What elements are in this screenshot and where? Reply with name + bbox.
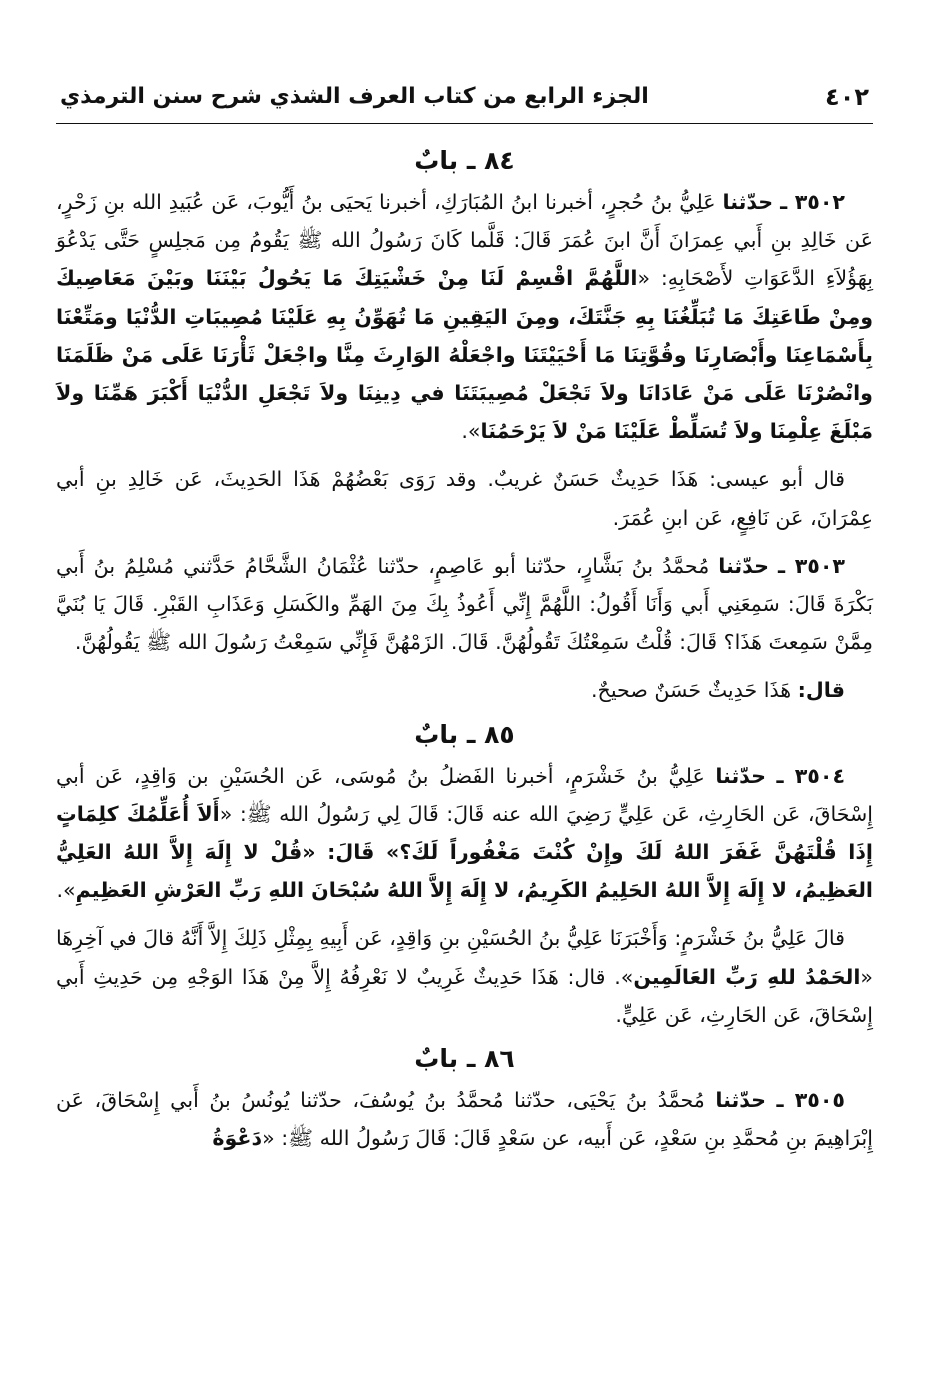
chapter-heading-85: ٨٥ ـ بابٌ <box>414 719 515 749</box>
hadith-3505 <box>56 1081 873 1157</box>
hadith-isnad: مُحمَّدُ بنُ يَحْيَى، حدّثنا مُحمَّدُ بنُ يُوسُفَ، حدّثنا يُونُسُ بنُ أَبي إِسْحَاقَ، عَن إِبْرَاهِيمَ بنِ مُحمَّدِ بنِ سَعْدٍ، عَن أَبيه، عن سَعْدٍ قَالَ: قَالَ رَسُولُ الله ﷺ: « <box>56 1088 873 1151</box>
hadith-3502 <box>56 183 873 450</box>
hadith-dua-text: اللَّهُمَّ اقْسِمْ لَنَا مِنْ خَشْيَتِكَ مَا يَحُولُ بَيْنَنَا وبَيْنَ مَعَاصِيكَ ومِنْ طَاعَتِكَ مَا تُبَلِّغُنَا بِهِ جَنَّتَكَ، ومِنَ اليَقِينِ مَا تُهَوِّنُ بِهِ عَلَيْنَا مُصِيبَاتِ الدُّنْيَا ومَتِّعْنَا بِأَسْمَاعِنَا وأَبْصَارِنَا وقُوَّتِنَا مَا أَحْيَيْتَنَا واجْعَلْهُ الوَارِثَ مِنَّا واجْعَلْ ثَأْرَنَا عَلَى مَنْ ظَلَمَنَا وانْصُرْنَا عَلَى مَنْ عَادَانَا ولاَ تَجْعَلْ مُصِيبَتَنَا في دِينِنَا ولاَ تَجْعَلِ الدُّنْيَا أَكْبَرَ هَمِّنَا ولاَ مَبْلَغَ عِلْمِنَا ولاَ تُسَلِّطْ عَلَيْنَا مَنْ لاَ يَرْحَمُنَا <box>56 266 873 444</box>
page-body <box>56 140 873 1167</box>
page-number: ٤٠٢ <box>825 82 869 111</box>
chapter-heading-86: ٨٦ ـ بابٌ <box>414 1044 515 1074</box>
commentary-3503 <box>56 671 873 709</box>
hadith-isnad: عَلِيُّ بنُ خَشْرَمٍ، أخبرنا الفَضلُ بنُ مُوسَى، عَن الحُسَيْنِ بن وَاقِدٍ، عَن أبي إِسْحَاقَ، عَن الحَارِثِ، عَن عَلِيٍّ رَضِيَ الله عنه قَالَ: قَالَ لِي رَسُولُ الله ﷺ: « <box>56 763 873 826</box>
hadith-3504 <box>56 757 873 910</box>
chapter-heading-84: ٨٤ ـ بابٌ <box>414 146 515 175</box>
hadith-opener: حدّثنا <box>718 553 769 578</box>
commentary-3504 <box>56 919 873 1034</box>
commentary-opener: قال: <box>797 678 845 703</box>
commentary-text: قالَ عَلِيُّ بنُ خَشْرَمٍ: وَأَخْبَرَنَا عَلِيُّ بنُ الحُسَيْنِ بنِ وَاقِدٍ، عَن أَبِيهِ بِمِثْلِ ذَلِكَ إِلاَّ أَنَّهُ قالَ في آخِرِهَا « <box>56 926 874 989</box>
hadith-number: ٣٥٠٢ ـ <box>780 190 845 214</box>
hadith-closing: ». <box>56 878 76 903</box>
hadith-number: ٣٥٠٥ ـ <box>776 1088 845 1113</box>
running-header <box>56 78 873 124</box>
running-title: الجزء الرابع من كتاب العرف الشذي شرح سنن الترمذي <box>60 84 649 109</box>
commentary-text: هَذَا حَدِيثٌ حَسَنٌ صحيحٌ. <box>590 678 798 703</box>
hadith-text: مُحمَّدُ بنُ بَشَّارٍ، حدّثنا أبو عَاصِمٍ، حدّثنا عُثْمَانُ الشَّحَّامُ حَدَّثني مُسْلِمُ بنُ أَبي بَكْرَةَ قَالَ: سَمِعَنِي أَبي وَأَنَا أَقُولُ: اللَّهُمَّ إِنِّي أَعُوذُ بِكَ مِنَ الهَمِّ والكَسَلِ وَعَذَابِ القَبْرِ. قَالَ يَا بُنَيَّ مِمَّنْ سَمِعتَ هَذَا؟ قَالَ: قُلْتُ سَمِعْتُكَ تَقُولُهُنَّ. قَالَ. الزَمْهُنَّ فَإِنِّي سَمِعْتُ رَسُولَ الله ﷺ يَقُولُهُنَّ. <box>56 553 873 655</box>
hadith-3503 <box>56 547 873 662</box>
hadith-opener: حدّثنا <box>722 190 774 214</box>
hadith-closing: ». <box>461 419 481 444</box>
hadith-dua-text: أَلاَ أُعَلِّمُكَ كلِمَاتٍ إِذَا قُلْتَهُنَّ غَفَرَ اللهُ لَكَ وإِنْ كُنْتَ مَغْفُوراً لَكَ؟» قَالَ: «قُلْ لا إِلَهَ إِلاَّ اللهُ العَلِيُّ العَظِيمُ، لا إِلَهَ إِلاَّ اللهُ الحَلِيمُ الكَرِيمُ، لا إِلَهَ إِلاَّ اللهُ سُبْحَانَ اللهِ رَبِّ العَرْشِ العَظِيمِ <box>56 801 873 903</box>
hadith-isnad: عَلِيُّ بنُ حُجرٍ، أخبرنا ابنُ المُبَارَكِ، أخبرنا يَحيَى بنُ أَيُّوبَ، عَن عُبَيدِ الله بنِ زَحْرٍ، عَن خَالِدِ بنِ أَبي عِمرَانَ أَنَّ ابنَ عُمَرَ قَالَ: قَلَّما كَانَ رَسُولُ الله ﷺ يَقُومُ مِن مَجلِسٍ حَتَّى يَدْعُوَ بِهَؤُلاَءِ الدَّعَوَاتِ لأَصْحَابِهِ: « <box>56 190 873 291</box>
hadith-number: ٣٥٠٣ ـ <box>777 553 845 578</box>
hadith-opener: حدّثنا <box>715 763 766 788</box>
commentary-3502 <box>56 460 873 536</box>
commentary-closing: ». قال: هَذَا حَدِيثٌ غَرِيبٌ لا نَعْرِفُهُ إِلاَّ مِنْ هَذَا الوَجْهِ مِن حَدِيثِ أَبي إِسْحَاقَ، عَن الحَارِثِ، عَن عَلِيٍّ. <box>56 964 873 1027</box>
commentary-text: قال أبو عيسى: هَذَا حَدِيثٌ حَسَنٌ غريبٌ. وقد رَوَى بَعْضُهُمْ هَذَا الحَدِيثَ، عَن خَالِدِ بنِ أبي عِمْرَانَ، عَن نَافِعٍ، عَن ابنِ عُمَرَ. <box>56 467 873 530</box>
commentary-dua-text: الحَمْدُ للهِ رَبِّ العَالَمِين <box>633 964 861 989</box>
hadith-dua-text: دَعْوَةُ <box>212 1126 263 1151</box>
hadith-opener: حدّثنا <box>715 1088 766 1113</box>
hadith-number: ٣٥٠٤ ـ <box>776 763 846 788</box>
